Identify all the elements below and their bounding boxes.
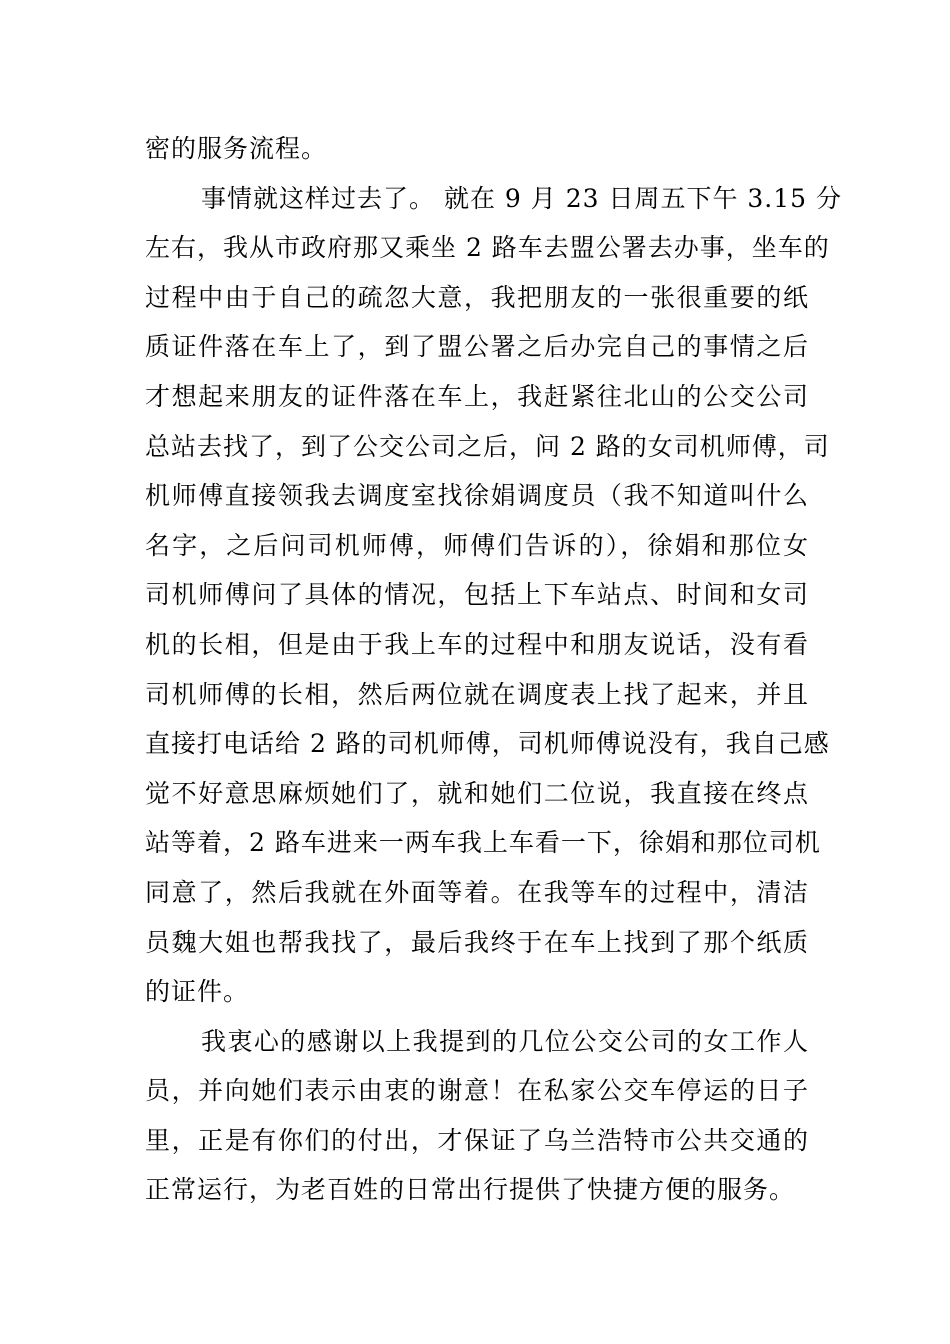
document-page (145, 124, 843, 1215)
text-line: 机的长相，但是由于我上车的过程中和朋友说话，没有看 (145, 629, 809, 659)
paragraph-1 (145, 124, 809, 174)
text-line: 事情就这样过去了。 就在 9 月 23 日周五下午 3.15 分 (201, 183, 843, 213)
text-line: 名字，之后问司机师傅，师傅们告诉的），徐娟和那位女 (145, 530, 809, 560)
text-line: 直接打电话给 2 路的司机师傅，司机师傅说没有，我自己感 (145, 729, 830, 759)
text-line: 才想起来朋友的证件落在车上，我赶紧往北山的公交公司 (145, 381, 809, 411)
text-line: 同意了，然后我就在外面等着。在我等车的过程中，清洁 (145, 877, 809, 907)
text-line: 里，正是有你们的付出，才保证了乌兰浩特市公共交通的 (145, 1125, 809, 1155)
text-line: 站等着，2 路车进来一两车我上车看一下，徐娟和那位司机 (145, 828, 821, 858)
text-line: 质证件落在车上了，到了盟公署之后办完自己的事情之后 (145, 332, 809, 362)
text-line: 司机师傅的长相，然后两位就在调度表上找了起来，并且 (145, 679, 809, 709)
text-line: 正常运行，为老百姓的日常出行提供了快捷方便的服务。 (145, 1175, 796, 1205)
text-line: 的证件。 (145, 977, 250, 1007)
text-line: 员，并向她们表示由衷的谢意！在私家公交车停运的日子 (145, 1076, 809, 1106)
paragraph-2 (145, 174, 843, 1017)
text-line: 员魏大姐也帮我找了，最后我终于在车上找到了那个纸质 (145, 927, 809, 957)
text-line: 密的服务流程。 (145, 134, 328, 163)
paragraph-3 (145, 1017, 809, 1215)
text-line: 司机师傅问了具体的情况，包括上下车站点、时间和女司 (145, 580, 809, 610)
text-line: 总站去找了，到了公交公司之后，问 2 路的女司机师傅，司 (145, 431, 830, 461)
text-line: 左右，我从市政府那又乘坐 2 路车去盟公署去办事，坐车的 (145, 233, 830, 263)
text-line: 过程中由于自己的疏忽大意，我把朋友的一张很重要的纸 (145, 282, 809, 312)
text-line: 我衷心的感谢以上我提到的几位公交公司的女工作人 (201, 1026, 809, 1056)
text-line: 机师傅直接领我去调度室找徐娟调度员（我不知道叫什么 (145, 481, 809, 511)
text-line: 觉不好意思麻烦她们了，就和她们二位说，我直接在终点 (145, 778, 809, 808)
